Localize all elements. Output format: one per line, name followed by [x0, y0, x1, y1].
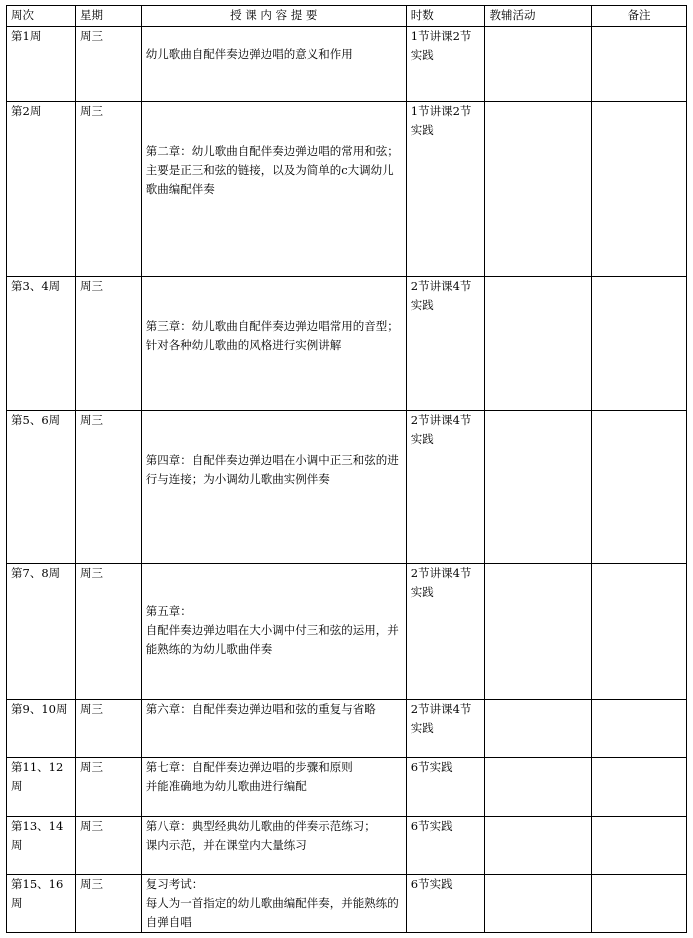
activity-cell [485, 102, 592, 277]
day-cell: 周三 [75, 758, 141, 817]
teaching-schedule-table [6, 5, 687, 933]
table-row [7, 700, 687, 758]
week-cell: 第2周 [7, 102, 76, 277]
table-row [7, 564, 687, 700]
day-cell: 周三 [75, 875, 141, 933]
content-cell [141, 102, 406, 277]
content-line: 复习考试： [145, 877, 204, 891]
content-cell [141, 27, 406, 102]
hours-cell: 6节实践 [406, 817, 485, 875]
note-cell [592, 102, 687, 277]
header-hours: 时数 [406, 6, 485, 27]
content-text: 幼儿歌曲自配伴奏边弹边唱的意义和作用 [145, 47, 353, 61]
hours-cell: 1节讲课2节实践 [406, 27, 485, 102]
week-cell: 第1周 [7, 27, 76, 102]
table-row [7, 277, 687, 411]
content-line: 第五章： [145, 604, 192, 618]
content-cell [141, 411, 406, 564]
content-line: 第七章：自配伴奏边弹边唱的步骤和原则 [145, 760, 353, 774]
table-row [7, 758, 687, 817]
note-cell [592, 564, 687, 700]
header-day: 星期 [75, 6, 141, 27]
table-row [7, 102, 687, 277]
hours-cell: 6节实践 [406, 758, 485, 817]
activity-cell [485, 27, 592, 102]
activity-cell [485, 817, 592, 875]
day-cell: 周三 [75, 700, 141, 758]
content-cell [141, 564, 406, 700]
hours-cell: 2节讲课4节实践 [406, 411, 485, 564]
day-cell: 周三 [75, 277, 141, 411]
day-cell: 周三 [75, 817, 141, 875]
day-cell: 周三 [75, 27, 141, 102]
week-cell: 第7、8周 [7, 564, 76, 700]
day-cell: 周三 [75, 564, 141, 700]
table-row [7, 27, 687, 102]
content-text: 第三章：幼儿歌曲自配伴奏边弹边唱常用的音型；针对各种幼儿歌曲的风格进行实例讲解 [145, 319, 399, 352]
week-cell: 第9、10周 [7, 700, 76, 758]
hours-cell: 1节讲课2节实践 [406, 102, 485, 277]
content-line: 第八章：典型经典幼儿歌曲的伴奏示范练习； [145, 819, 376, 833]
hours-cell: 2节讲课4节实践 [406, 564, 485, 700]
content-text: 第二章：幼儿歌曲自配伴奏边弹边唱的常用和弦；主要是正三和弦的链接，以及为简单的c大调幼儿歌曲编配伴奏 [145, 144, 399, 196]
note-cell [592, 277, 687, 411]
content-line: 每人为一首指定的幼儿歌曲编配伴奏，并能熟练的自弹自唱 [145, 896, 399, 929]
note-cell [592, 875, 687, 933]
header-week: 周次 [7, 6, 76, 27]
week-cell: 第5、6周 [7, 411, 76, 564]
content-cell [141, 758, 406, 817]
hours-cell: 6节实践 [406, 875, 485, 933]
table-row [7, 875, 687, 933]
header-note: 备注 [592, 6, 687, 27]
header-content: 授 课 内 容 提 要 [141, 6, 406, 27]
table-row [7, 817, 687, 875]
content-cell [141, 700, 406, 758]
week-cell: 第15、16周 [7, 875, 76, 933]
week-cell: 第3、4周 [7, 277, 76, 411]
day-cell: 周三 [75, 102, 141, 277]
header-activity: 教辅活动 [485, 6, 592, 27]
note-cell [592, 758, 687, 817]
note-cell [592, 700, 687, 758]
content-line: 自配伴奏边弹边唱在大小调中付三和弦的运用，并能熟练的为幼儿歌曲伴奏 [145, 623, 399, 656]
content-text: 第四章：自配伴奏边弹边唱在小调中正三和弦的进行与连接；为小调幼儿歌曲实例伴奏 [145, 453, 399, 486]
table-row [7, 411, 687, 564]
week-cell: 第11、12周 [7, 758, 76, 817]
note-cell [592, 411, 687, 564]
content-cell [141, 277, 406, 411]
note-cell [592, 817, 687, 875]
activity-cell [485, 700, 592, 758]
activity-cell [485, 875, 592, 933]
activity-cell [485, 277, 592, 411]
content-cell [141, 875, 406, 933]
content-cell [141, 817, 406, 875]
activity-cell [485, 411, 592, 564]
hours-cell: 2节讲课4节实践 [406, 700, 485, 758]
day-cell: 周三 [75, 411, 141, 564]
note-cell [592, 27, 687, 102]
content-line: 并能准确地为幼儿歌曲进行编配 [145, 779, 307, 793]
content-line: 课内示范，并在课堂内大量练习 [145, 838, 307, 852]
content-text: 第六章：自配伴奏边弹边唱和弦的重复与省略 [145, 702, 376, 716]
header-row [7, 6, 687, 27]
activity-cell [485, 758, 592, 817]
hours-cell: 2节讲课4节实践 [406, 277, 485, 411]
activity-cell [485, 564, 592, 700]
week-cell: 第13、14周 [7, 817, 76, 875]
